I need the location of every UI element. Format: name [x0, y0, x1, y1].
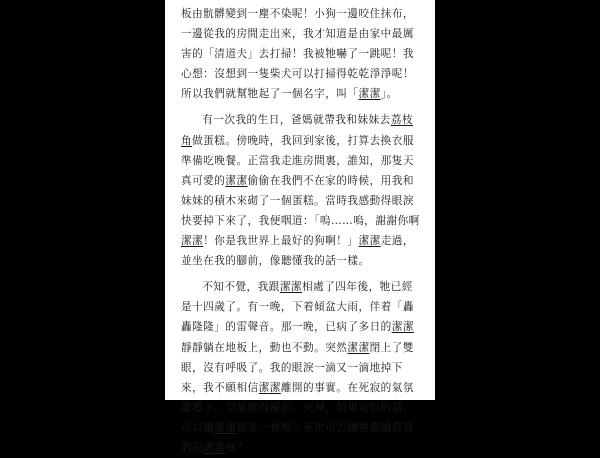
text-run: 離開的事實。在死寂的氣氛籠罩下，空氣變得凝固。死神，如果可以的話，可以讓 [181, 381, 414, 434]
underlined-name: 潔潔 [279, 281, 303, 294]
text-run: ！你是我世界上最好的狗啊！」 [203, 235, 359, 248]
text-run: 做蛋糕。傍晚時，我回到家後，打算去換衣服準備吃晚餐。正當我走進房間裏，誰知，那隻天真可愛的 [181, 134, 414, 187]
text-run: 有一次我的生日，爸媽就帶我和妹妹去 [202, 114, 391, 127]
underlined-name: 潔潔 [358, 235, 381, 248]
paragraph-1 [181, 4, 421, 104]
underlined-name: 潔潔 [214, 421, 237, 434]
underlined-name: 潔潔 [258, 381, 281, 394]
text-run: 不知不覺，我跟 [202, 281, 280, 294]
text-run: 留多一會嗎？來世可否讓牠繼續當我們的 [181, 421, 414, 454]
text-run: 偷偷在我們不在家的時候，用我和妹妹的積木來砌了一個蛋糕。當時我感動得眼淚快要掉下來了，我便咽道：「嗚……嗚，謝謝你啊 [181, 174, 420, 227]
underlined-name: 潔潔 [391, 321, 414, 334]
underlined-place: 荔枝角 [181, 114, 413, 147]
text-run: 板由骯髒變到一塵不染呢！小狗一邊咬住抹布，一邊從我的房間走出來，我才知道是由家中最厲害的「清道夫」去打掃！我被牠嚇了一跳呢！我心想：沒想到一隻柴犬可以打掃得乾乾淨淨呢！所以我們就幫牠起了一個名字，叫「 [181, 8, 414, 101]
paragraph-2 [181, 110, 421, 271]
text-run: 相處了四年後，牠已經是十四歲了。有一晚，下着傾盆大雨，伴着「轟轟隆隆」的雷聲音。那一晚，已病了多日的 [181, 281, 414, 334]
document-page [165, 0, 435, 454]
text-run: 嗎？ [225, 441, 248, 454]
underlined-name: 潔潔 [347, 341, 370, 354]
text-run: 靜靜躺在地板上，動也不動。突然 [181, 341, 348, 354]
paragraph-3 [181, 277, 421, 458]
underlined-name: 潔潔 [203, 441, 226, 454]
text-run: 走過，並坐在我的腳前，像聽懂我的話一樣。 [181, 235, 414, 268]
underlined-name: 潔潔 [358, 88, 381, 101]
underlined-name: 潔潔 [225, 174, 248, 187]
document-body [181, 4, 421, 458]
underlined-name: 潔潔 [181, 235, 204, 248]
text-run: 」。 [380, 88, 398, 101]
text-run: 閉上了雙眼，沒有呼吸了。我的眼淚一滴又一滴地掉下來，我不願相信 [181, 341, 414, 394]
